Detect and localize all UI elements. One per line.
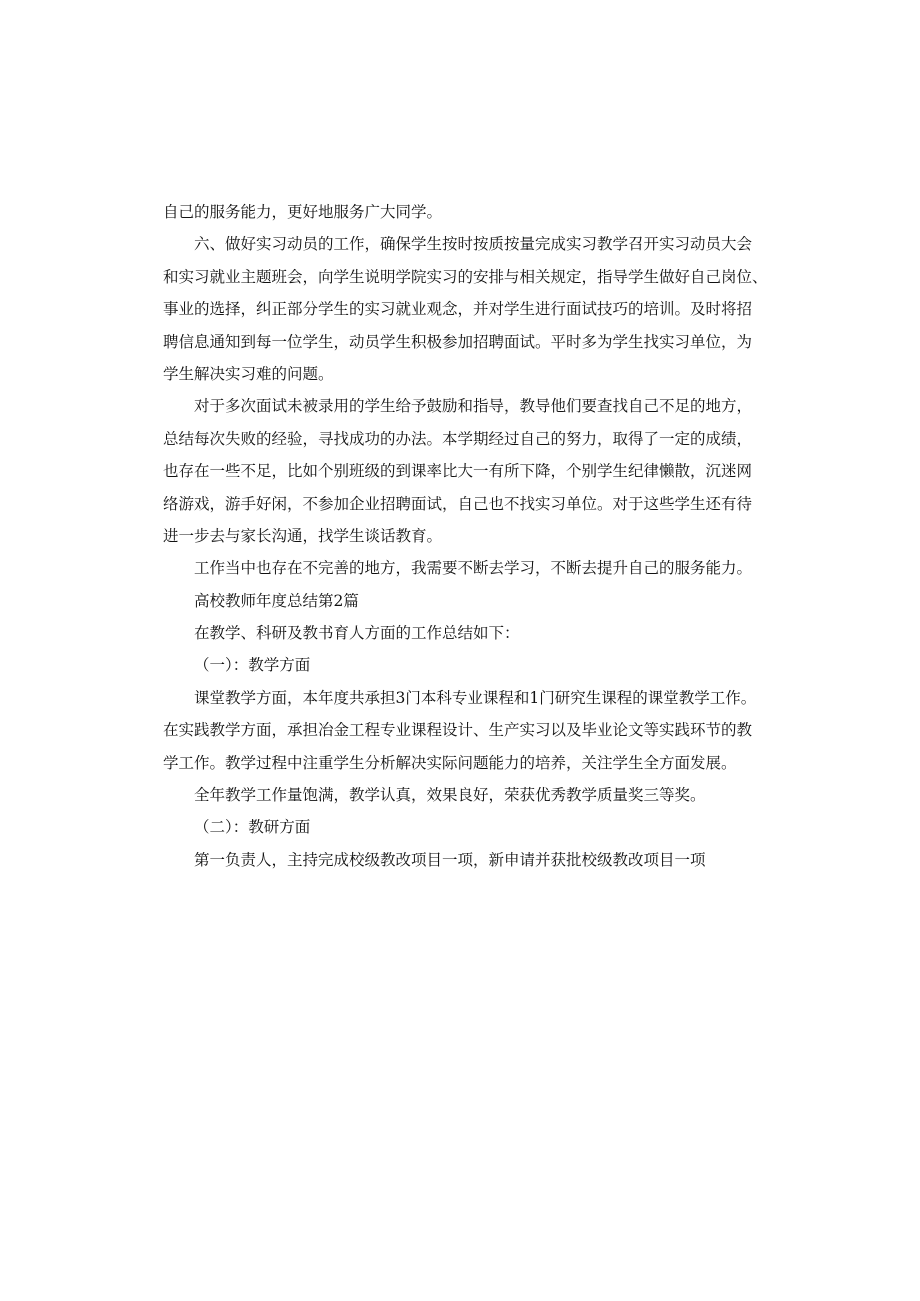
text-line: 在实践教学方面，承担冶金工程专业课程设计、生产实习以及毕业论文等实践环节的教	[163, 721, 753, 740]
subsection-heading: （二）：教研方面	[194, 818, 311, 837]
text-line: 全年教学工作量饱满，教学认真，效果良好，荣获优秀教学质量奖三等奖。	[194, 786, 706, 805]
text-line: 和实习就业主题班会，向学生说明学院实习的安排与相关规定，指导学生做好自己岗位、	[163, 267, 768, 286]
text-line: 也存在一些不足，比如个别班级的到课率比大一有所下降，个别学生纪律懒散，沉迷网	[163, 462, 753, 481]
text-line: 总结每次失败的经验，寻找成功的办法。本学期经过自己的努力，取得了一定的成绩，	[163, 429, 753, 448]
text-line: 学生解决实习难的问题。	[163, 364, 334, 383]
document-body	[163, 196, 768, 876]
text-line: 课堂教学方面，本年度共承担3门本科专业课程和1门研究生课程的课堂教学工作。	[194, 688, 757, 707]
text-line: 六、做好实习动员的工作，确保学生按时按质按量完成实习教学召开实习动员大会	[194, 235, 753, 254]
text-line: 络游戏，游手好闲，不参加企业招聘面试，自己也不找实习单位。对于这些学生还有待	[163, 494, 753, 513]
text-line: 自己的服务能力，更好地服务广大同学。	[163, 203, 443, 221]
text-line: 工作当中也存在不完善的地方，我需要不断去学习，不断去提升自己的服务能力。	[194, 559, 753, 578]
text-line: 进一步去与家长沟通，找学生谈话教育。	[163, 526, 443, 545]
section-heading: 高校教师年度总结第2篇	[194, 591, 359, 610]
text-line: 第一负责人，主持完成校级教改项目一项，新申请并获批校级教改项目一项	[194, 850, 706, 869]
subsection-heading: （一）：教学方面	[194, 656, 311, 675]
text-line: 事业的选择，纠正部分学生的实习就业观念，并对学生进行面试技巧的培训。及时将招	[163, 300, 753, 319]
text-line: 聘信息通知到每一位学生，动员学生积极参加招聘面试。平时多为学生找实习单位，为	[163, 332, 753, 351]
text-line: 学工作。教学过程中注重学生分析解决实际问题能力的培养，关注学生全方面发展。	[163, 753, 737, 772]
text-line: 对于多次面试未被录用的学生给予鼓励和指导，教导他们要查找自己不足的地方，	[194, 397, 753, 416]
text-line: 在教学、科研及教书育人方面的工作总结如下：	[194, 624, 520, 643]
